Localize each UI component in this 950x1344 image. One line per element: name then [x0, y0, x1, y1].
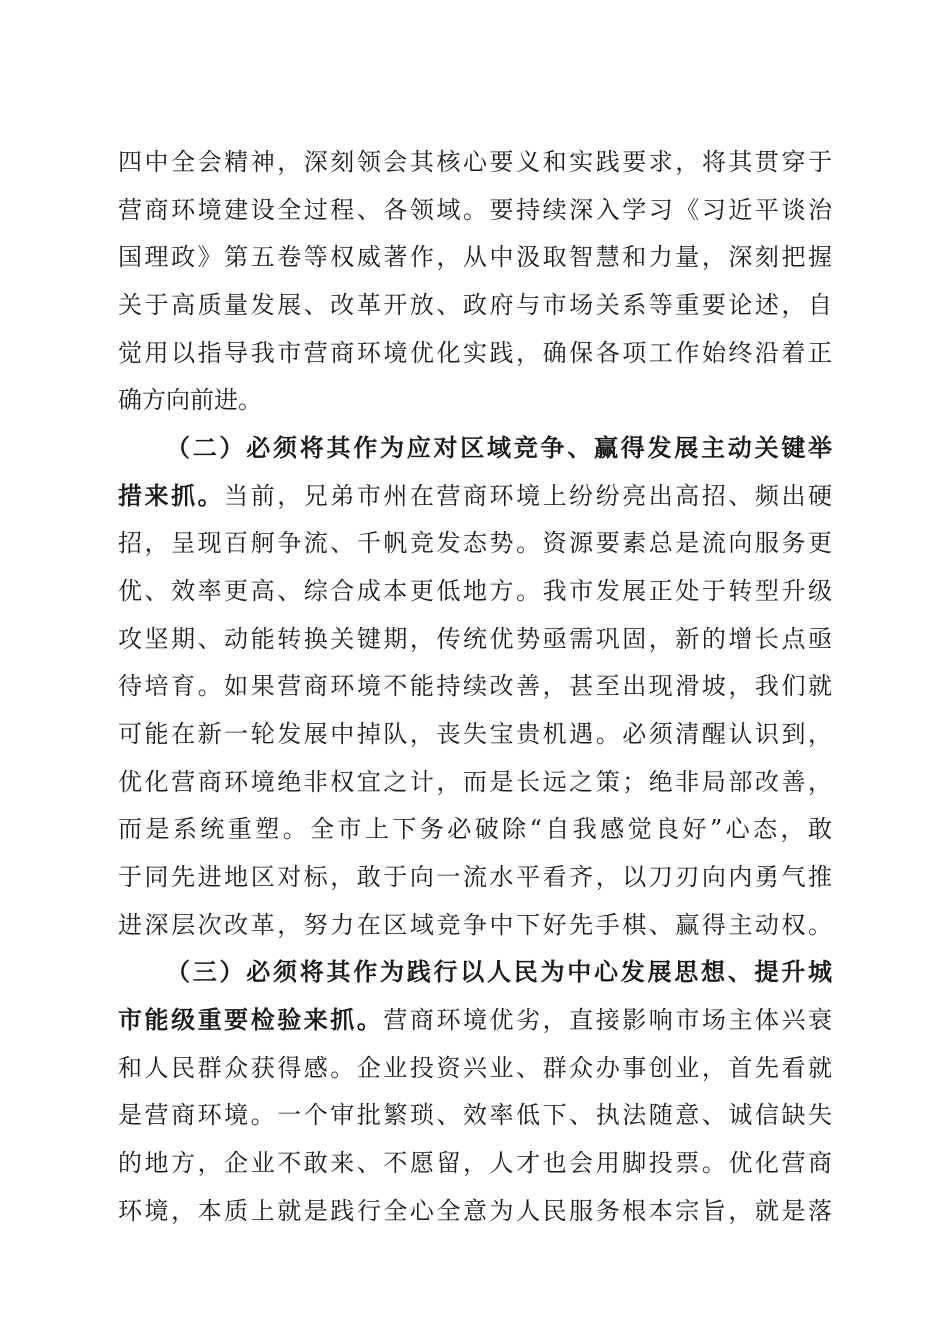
paragraph-line: 可能在新一轮发展中掉队，丧失宝贵机遇。必须清醒认识到， [118, 720, 832, 748]
paragraph-line: 和人民群众获得感。企业投资兴业、群众办事创业，首先看就 [118, 1054, 832, 1082]
paragraph-line: 确方向前进。 [118, 386, 262, 414]
paragraph-line: 觉用以指导我市营商环境优化实践，确保各项工作始终沿着正 [118, 339, 832, 367]
section-heading-2: （二）必须将其作为应对区域竞争、赢得发展主动关键举 [166, 433, 832, 462]
paragraph-line: 优、效率更高、综合成本更低地方。我市发展正处于转型升级 [118, 577, 832, 605]
paragraph-line [118, 1000, 832, 1040]
paragraph-line: 的地方，企业不敢来、不愿留，人才也会用脚投票。优化营商 [118, 1149, 832, 1177]
paragraph-line: 环境，本质上就是践行全心全意为人民服务根本宗旨，就是落 [118, 1197, 832, 1225]
paragraph-line: 营商环境建设全过程、各领域。要持续深入学习《习近平谈治 [118, 196, 832, 224]
section-heading-2-end: 措来抓。 [118, 481, 225, 510]
paragraph-line [118, 476, 832, 516]
section-heading-3-end: 市能级重要检验来抓。 [118, 1005, 384, 1034]
paragraph-line: 优化营商环境绝非权宜之计，而是长远之策；绝非局部改善， [118, 768, 832, 796]
paragraph-line: 关于高质量发展、改革开放、政府与市场关系等重要论述，自 [118, 291, 832, 319]
paragraph-line: 四中全会精神，深刻领会其核心要义和实践要求，将其贯穿于 [118, 148, 832, 176]
paragraph-line: 待培育。如果营商环境不能持续改善，甚至出现滑坡，我们就 [118, 672, 832, 700]
paragraph-line: 而是系统重塑。全市上下务必破除“自我感觉良好”心态，敢 [118, 815, 832, 843]
paragraph-text: 当前，兄弟市州在营商环境上纷纷亮出高招、频出硬 [224, 482, 832, 510]
paragraph-line: 攻坚期、动能转换关键期，传统优势亟需巩固，新的增长点亟 [118, 625, 832, 653]
paragraph-text: 营商环境优劣，直接影响市场主体兴衰 [383, 1006, 832, 1034]
paragraph-line: 国理政》第五卷等权威著作，从中汲取智慧和力量，深刻把握 [118, 243, 832, 271]
section-heading-3: （三）必须将其作为践行以人民为中心发展思想、提升城 [166, 957, 832, 986]
paragraph-line: 进深层次改革，努力在区域竞争中下好先手棋、赢得主动权。 [118, 911, 832, 939]
paragraph-line: 于同先进地区对标，敢于向一流水平看齐，以刀刃向内勇气推 [118, 863, 832, 891]
paragraph-line: 是营商环境。一个审批繁琐、效率低下、执法随意、诚信缺失 [118, 1101, 832, 1129]
paragraph-line: 招，呈现百舸争流、千帆竞发态势。资源要素总是流向服务更 [118, 529, 832, 557]
